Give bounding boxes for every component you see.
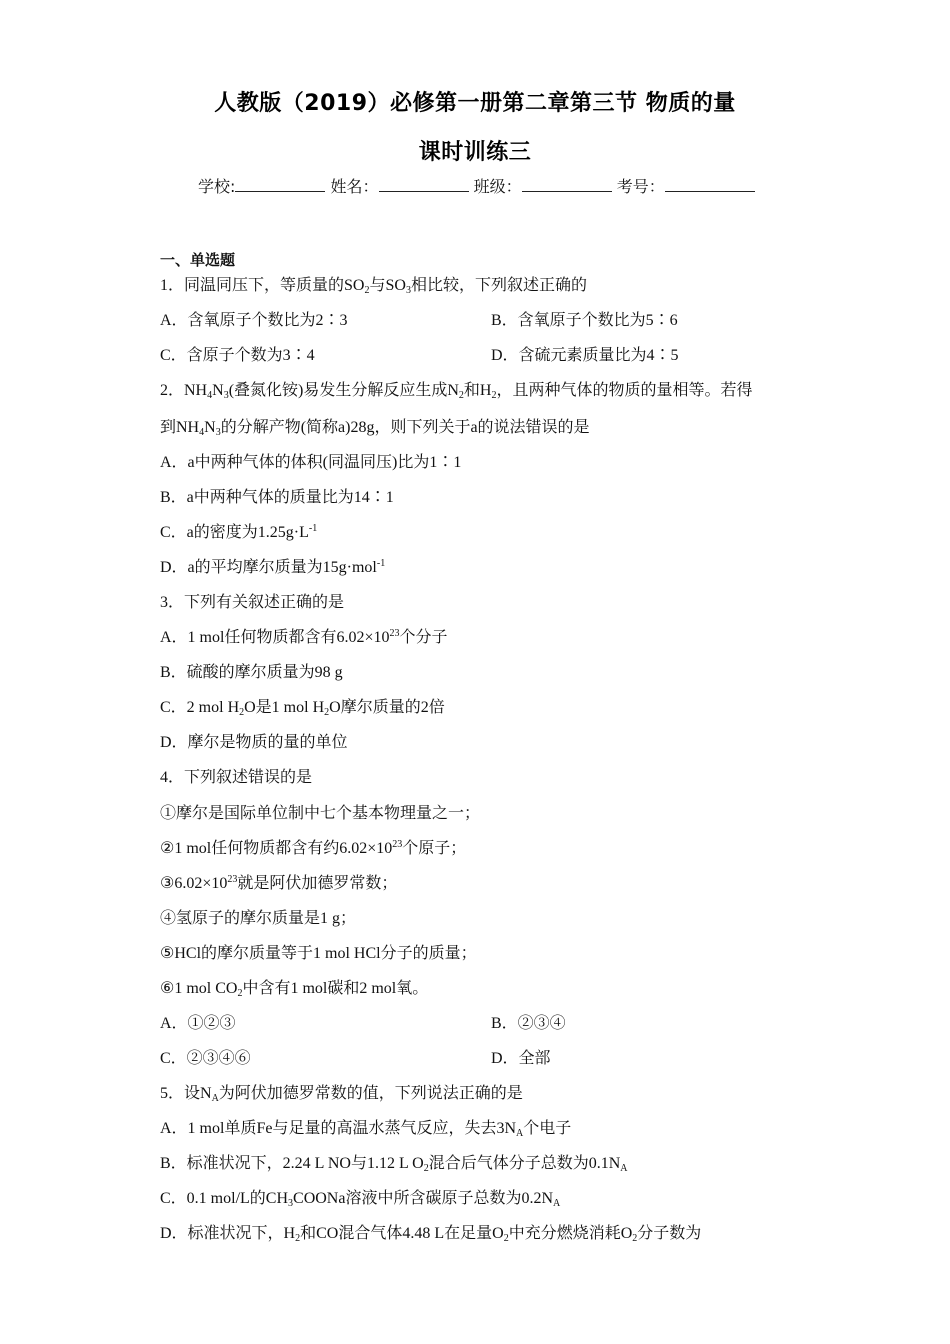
text-segment: 到NH [160,419,200,436]
subscript: 2 [423,1163,429,1174]
subscript: 4 [207,390,213,401]
text-segment: 个分子 [399,629,448,646]
text-segment: D．标准状况下，H [160,1225,296,1242]
text-segment: ④氢原子的摩尔质量是1 g； [160,910,357,927]
text-line [160,276,587,296]
text-line [160,1189,560,1209]
supscript: 23 [227,874,238,885]
text-segment: B．硫酸的摩尔质量为98 g [160,664,343,681]
subscript: 2 [237,988,243,999]
text-segment: D．a的平均摩尔质量为15g·mol [160,559,377,576]
text-segment: 4．下列叙述错误的是 [160,769,313,786]
page-subtitle: 课时训练三 [418,140,532,165]
text-segment: A．1 mol单质Fe与足量的高温水蒸气反应，失去3N [160,1120,517,1137]
text-segment: O是1 mol H [244,699,325,716]
text-segment: ③6.02×10 [160,875,228,892]
text-segment: 中充分燃烧消耗O [508,1225,633,1242]
subscript: A [620,1163,628,1174]
text-segment: C．a的密度为1.25g·L [160,524,309,541]
subscript: 3 [223,390,229,401]
text-line [160,381,752,401]
text-line [160,558,385,578]
text-line [160,311,348,331]
text-segment: 相比较，下列叙述正确的 [410,277,587,294]
subscript: 2 [295,1233,301,1244]
text-line [160,874,397,894]
text-segment: B．a中两种气体的质量比为14∶1 [160,489,394,506]
subscript: A [211,1093,219,1104]
text-segment: COONa溶液中所含碳原子总数为0.2N [293,1190,554,1207]
subscript: 2 [239,707,245,718]
text-line [160,1154,628,1174]
subscript: 3 [288,1198,294,1209]
subscript: A [553,1198,561,1209]
text-segment: D．含硫元素质量比为4∶5 [491,347,679,364]
text-line [160,909,356,929]
text-segment: (叠氮化铵)易发生分解反应生成N [228,382,459,399]
text-line [160,979,428,999]
subscript: A [516,1128,524,1139]
text-segment: 个原子； [402,840,467,857]
subscript: 4 [199,427,205,438]
text-line [491,346,679,366]
supscript: -1 [308,523,318,534]
text-line [160,944,477,964]
text-segment: N [212,382,224,399]
text-line [160,663,343,683]
text-line [160,839,466,859]
subscript: 2 [503,1233,509,1244]
text-segment: 和H [463,382,492,399]
text-line [160,733,348,753]
text-segment: 的分解产物(简称a)28g，则下列关于a的说法错误的是 [220,419,590,436]
text-line [160,418,590,438]
text-segment: A．a中两种气体的体积(同温同压)比为1∶1 [160,454,462,471]
text-segment: ，且两种气体的物质的量相等。若得 [496,382,753,399]
section-heading: 一、单选题 [160,251,236,269]
text-segment: 和CO混合气体4.48 L在足量O [300,1225,504,1242]
text-line [160,453,461,473]
text-segment: 2．NH [160,382,208,399]
text-segment: 就是阿伏加德罗常数； [237,875,398,892]
text-segment: B．含氧原子个数比为5∶6 [491,312,678,329]
text-segment: C．含原子个数为3∶4 [160,347,315,364]
text-segment: 混合后气体分子总数为0.1N [428,1155,621,1172]
text-segment: ②1 mol任何物质都含有约6.02×10 [160,840,393,857]
text-line [160,628,448,648]
text-line [160,804,480,824]
text-line [491,1049,551,1069]
supscript: -1 [376,558,386,569]
text-segment: C．2 mol H [160,699,240,716]
supscript: 23 [389,628,400,639]
text-segment: 分子数为 [637,1225,702,1242]
text-segment: 中含有1 mol碳和2 mol氧。 [242,980,429,997]
text-line [160,488,394,508]
text-segment: B．标准状况下，2.24 L NO与1.12 L O [160,1155,424,1172]
text-line [160,1049,251,1069]
text-segment: C．②③④⑥ [160,1050,251,1067]
text-segment: 为阿伏加德罗常数的值，下列说法正确的是 [218,1085,523,1102]
name-label: 姓名： [330,177,379,196]
text-segment: A．含氧原子个数比为2∶3 [160,312,348,329]
text-line [491,311,678,331]
text-line [160,1224,701,1244]
text-segment: ⑤HCl的摩尔质量等于1 mol HCl分子的质量； [160,945,477,962]
text-segment: D．摩尔是物质的量的单位 [160,734,348,751]
text-line [160,698,445,718]
text-segment: O摩尔质量的2倍 [329,699,445,716]
text-segment: N [204,419,216,436]
text-segment: 3．下列有关叙述正确的是 [160,594,345,611]
text-line [491,1014,566,1034]
text-line [160,1014,236,1034]
subscript: 2 [364,285,370,296]
exam-number-blank[interactable] [665,177,755,192]
school-blank[interactable] [235,177,325,192]
subscript: 2 [491,390,497,401]
class-blank[interactable] [522,177,612,192]
text-segment: ①摩尔是国际单位制中七个基本物理量之一； [160,805,481,822]
text-segment: C．0.1 mol/L的CH [160,1190,289,1207]
text-line [160,1119,571,1139]
text-segment: D．全部 [491,1050,551,1067]
text-segment: 1．同温同压下，等质量的SO [160,277,365,294]
text-line [160,768,312,788]
subscript: 2 [632,1233,638,1244]
text-segment: B．②③④ [491,1015,566,1032]
subscript: 3 [215,427,221,438]
subscript: 2 [324,707,330,718]
text-segment: A．1 mol任何物质都含有6.02×10 [160,629,390,646]
text-segment: ⑥1 mol CO [160,980,238,997]
text-line [160,1084,523,1104]
supscript: 23 [392,839,403,850]
text-line [160,593,344,613]
student-info-row [198,174,755,197]
text-segment: A．①②③ [160,1015,236,1032]
class-label: 班级： [473,177,522,196]
subscript: 2 [458,390,464,401]
school-label: 学校: [198,177,236,196]
text-line [160,523,317,543]
page-title: 人教版（2019）必修第一册第二章第三节 物质的量 [214,91,736,116]
subscript: 3 [405,285,411,296]
text-segment: 5．设N [160,1085,212,1102]
text-line [160,346,315,366]
text-segment: 与SO [369,277,406,294]
name-blank[interactable] [379,177,469,192]
text-segment: 个电子 [523,1120,572,1137]
exam-number-label: 考号： [616,177,665,196]
